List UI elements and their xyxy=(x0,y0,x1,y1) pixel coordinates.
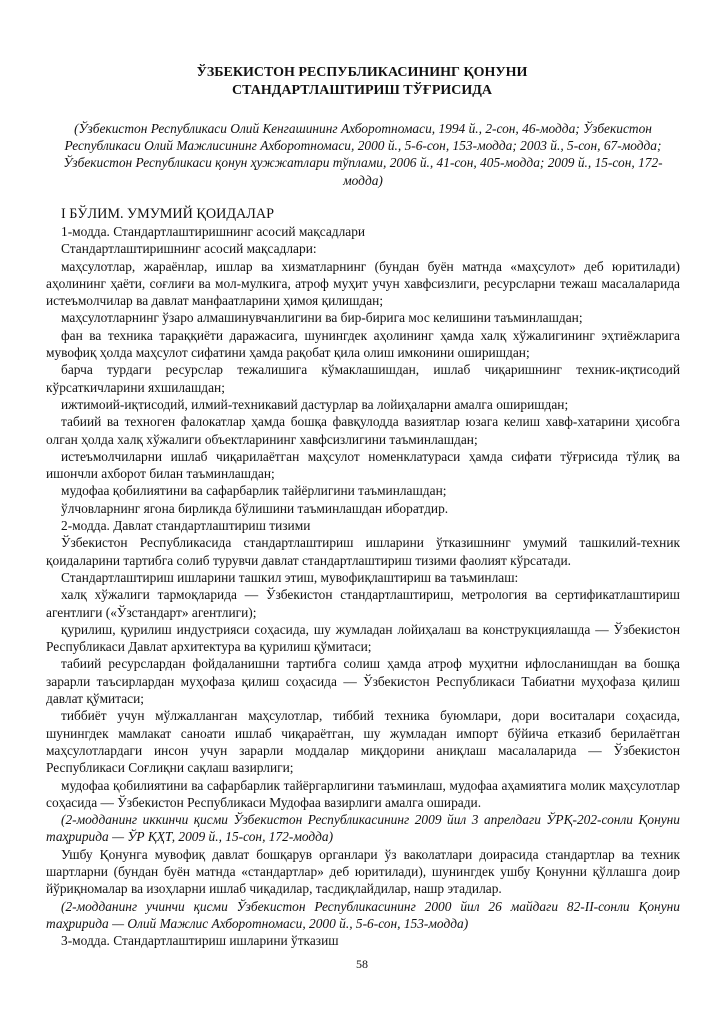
paragraph: тиббиёт учун мўлжалланган маҳсулотлар, тиббий техника буюмлари, дори воситалари соҳасида, шунингдек мамлакат саноати ишлаб чиқараётган, шу жумладан импорт бўйича етказиб берилаётган маҳсулотлардаги инсон учун зарарли моддалар миқдорини аниқлаш масалаларида — Ўзбекистон Республикаси Соғлиқни сақлаш вазирлиги; xyxy=(46,708,680,776)
paragraph: мудофаа қобилиятини ва сафарбарлик тайёрлигини таъминлашдан; xyxy=(61,483,447,499)
paragraph: мудофаа қобилиятини ва сафарбарлик тайёргарлигини таъминлаш, мудофаа аҳамиятига молик маҳсулотлар соҳасида — Ўзбекистон Республикаси Мудофаа вазирлиги амалга оширади. xyxy=(46,777,680,810)
law-title-line-1: ЎЗБЕКИСТОН РЕСПУБЛИКАСИНИНГ ҚОНУНИ xyxy=(196,65,528,80)
paragraph: Ўзбекистон Республикасида стандартлаштириш ишларини ўтказишнинг умумий ташкилий-техник қоидаларини тартибга солиб турувчи давлат стандартлаштириш тизими фаолият кўрсатади. xyxy=(46,535,680,568)
paragraph: халқ хўжалиги тармоқларида — Ўзбекистон стандартлаштириш, метрология ва сертификатлаштириш агентлиги («Ўзстандарт» агентлиги); xyxy=(46,587,680,620)
article-heading: 1-модда. Стандартлаштиришнинг асосий мақсадлари xyxy=(61,224,366,239)
law-title xyxy=(0,64,724,100)
article-heading: 3-модда. Стандартлаштириш ишларини ўтказиш xyxy=(61,933,339,949)
paragraph: маҳсулотларнинг ўзаро алмашинувчанлигини ва бир-бирига мос келишини таъминлашдан; xyxy=(61,310,583,326)
law-body xyxy=(46,205,680,949)
paragraph: қурилиш, қурилиш индустрияси соҳасида, шу жумладан лойиҳалаш ва конструкциялашда — Ўзбекистон Республикаси Давлат архитектура ва қурилиш қўмитаси; xyxy=(46,621,680,655)
paragraph: табиий ресурслардан фойдаланишни тартибга солиш ҳамда атроф муҳитни ифлосланишдан ва бошқа зарарли таъсирлардан муҳофаза қилиш соҳасида — Ўзбекистон Республикаси Табиатни муҳофаза қилиш давлат қўмитаси; xyxy=(46,656,680,707)
source-reference-note: (Ўзбекистон Республикаси Олий Кенгашининг Ахборотномаси, 1994 й., 2-сон, 46-модда; Ўзбекистон Республикаси Олий Мажлисининг Ахборотномаси, 2000 й., 5-6-сон, 153-модда; 2003 й., 5-сон, 67-модда; Ўзбекистон Республикаси қонун ҳужжатлари тўплами, 2006 й., 41-сон, 405-модда; 2009 й., 15-сон, 172-модда) xyxy=(63,121,663,188)
paragraph: Ушбу Қонунга мувофиқ давлат бошқарув органлари ўз ваколатлари доирасида стандартлар ва техник шартларни (бундан буён матнда «стандартлар» деб юритилади), шунингдек ушбу Қонунни қўллашга доир йўриқномалар ва изоҳларни ишлаб чиқадилар, тасдиқлайдилар, нашр этадилар. xyxy=(46,846,680,897)
amendment-note: (2-модданинг иккинчи қисми Ўзбекистон Республикасининг 2009 йил 3 апрелдаги ЎРҚ-202-сонли Қонуни таҳририда — ЎР ҚҲТ, 2009 й., 15-сон, 172-модда) xyxy=(46,812,680,845)
paragraph: Стандартлаштиришнинг асосий мақсадлари: xyxy=(61,241,317,257)
article-heading: 2-модда. Давлат стандартлаштириш тизими xyxy=(61,518,311,534)
law-title-line-2: СТАНДАРТЛАШТИРИШ ТЎҒРИСИДА xyxy=(231,83,493,98)
amendment-note: (2-модданинг учинчи қисми Ўзбекистон Республикасининг 2000 йил 26 майдаги 82-II-сонли Қонуни таҳририда — Олий Мажлис Ахборотномаси, 2000 й., 5-6-сон, 153-модда) xyxy=(46,898,680,931)
paragraph: барча турдаги ресурслар тежалишига кўмаклашишдан, ишлаб чиқаришнинг техник-иқтисодий кўрсаткичларини яхшилашдан; xyxy=(46,362,680,395)
paragraph: маҳсулотлар, жараёнлар, ишлар ва хизматларнинг (бундан буён матнда «маҳсулот» деб юритилади) аҳолининг ҳаёти, соғлиғи ва мол-мулкига, атроф муҳит учун хавфсизлиги, ресурсларни тежаш масалаларида истеъмолчилар ва давлат манфаатларини ҳимоя қилишдан; xyxy=(46,258,680,309)
paragraph: табиий ва техноген фалокатлар ҳамда бошқа фавқулодда вазиятлар юзага келиш хавф-хатарини ҳисобга олган ҳолда халқ хўжалиги объектларининг хавфсизлигини таъминлашдан; xyxy=(46,414,680,447)
paragraph: ўлчовларнинг ягона бирликда бўлишини таъминлашдан иборатдир. xyxy=(61,500,449,516)
paragraph: истеъмолчиларни ишлаб чиқарилаётган маҳсулот номенклатураси ҳамда сифати тўғрисида тўлиқ ва ишончли ахборот билан таъминлашдан; xyxy=(46,448,680,482)
page-number: 58 xyxy=(356,957,368,971)
paragraph: ижтимоий-иқтисодий, илмий-техникавий дастурлар ва лойиҳаларни амалга оширишдан; xyxy=(61,396,569,412)
paragraph: Стандартлаштириш ишларини ташкил этиш, мувофиқлаштириш ва таъминлаш: xyxy=(61,569,519,585)
section-heading: I БЎЛИМ. УМУМИЙ ҚОИДАЛАР xyxy=(61,206,275,222)
paragraph: фан ва техника тараққиёти даражасига, шунингдек аҳолининг ҳамда халқ хўжалигининг эҳтиёжларига мувофиқ ҳолда маҳсулот сифатини ҳамда рақобат қила олиш имконини оширишдан; xyxy=(46,327,680,361)
